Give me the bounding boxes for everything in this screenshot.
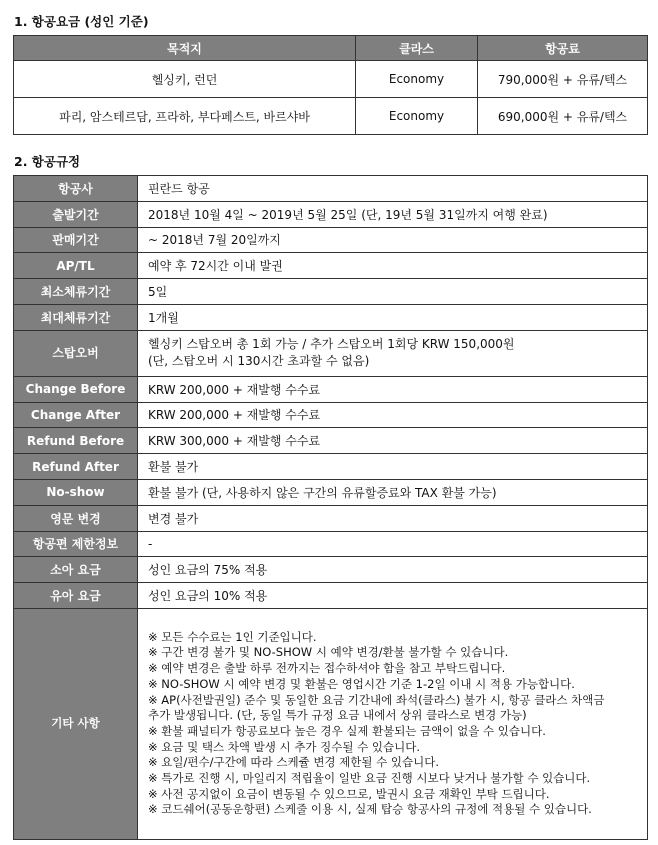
rule-label: 유아 요금 xyxy=(14,583,138,609)
rule-row xyxy=(14,253,648,279)
rule-label: 판매기간 xyxy=(14,227,138,253)
rule-value: 변경 불가 xyxy=(138,505,648,531)
fare-row xyxy=(14,61,648,98)
fare-row xyxy=(14,98,648,135)
fare-destination: 헬싱키, 런던 xyxy=(14,61,356,98)
rule-value: 성인 요금의 75% 적용 xyxy=(138,557,648,583)
rule-label: 항공사 xyxy=(14,176,138,202)
rule-row xyxy=(14,454,648,480)
fare-class: Economy xyxy=(356,98,478,135)
rule-value: 예약 후 72시간 이내 발권 xyxy=(138,253,648,279)
rule-value xyxy=(138,330,648,376)
header-class: 클라스 xyxy=(356,36,478,61)
rule-row xyxy=(14,201,648,227)
rule-value: 2018년 10월 4일 ~ 2019년 5월 25일 (단, 19년 5월 31일까지 여행 완료) xyxy=(138,201,648,227)
rule-value: KRW 300,000 + 재발행 수수료 xyxy=(138,428,648,454)
rule-label: 항공편 제한정보 xyxy=(14,531,138,557)
rule-row xyxy=(14,304,648,330)
rule-row xyxy=(14,505,648,531)
rule-label: 최대체류기간 xyxy=(14,304,138,330)
note-line: ※ 사전 공지없이 요금이 변동될 수 있으므로, 발권시 요금 재확인 부탁 드립니다. xyxy=(148,786,550,801)
stopover-line-2: (단, 스탑오버 시 130시간 초과할 수 없음) xyxy=(148,354,370,369)
rules-section-title: 2. 항공규정 xyxy=(14,154,81,169)
rule-label: 출발기간 xyxy=(14,201,138,227)
rule-value: 1개월 xyxy=(138,304,648,330)
note-line: ※ 특가로 진행 시, 마일리지 적립율이 일반 요금 진행 시보다 낮거나 불가할 수 있습니다. xyxy=(148,771,591,786)
note-line: ※ 환불 패널티가 항공료보다 높은 경우 실제 환불되는 금액이 없을 수 있습니다. xyxy=(148,723,546,738)
rule-label: Refund Before xyxy=(14,428,138,454)
rule-row xyxy=(14,479,648,505)
rule-value: ~ 2018년 7월 20일까지 xyxy=(138,227,648,253)
fare-section-title: 1. 항공요금 (성인 기준) xyxy=(14,14,149,29)
note-line: ※ 요금 및 택스 차액 발생 시 추가 징수될 수 있습니다. xyxy=(148,739,421,754)
rule-value: KRW 200,000 + 재발행 수수료 xyxy=(138,402,648,428)
note-line: ※ 예약 변경은 출발 하루 전까지는 접수하셔야 함을 참고 부탁드립니다. xyxy=(148,661,506,676)
fare-amount: 790,000원 + 유류/텍스 xyxy=(478,61,648,98)
rule-value: 5일 xyxy=(138,279,648,305)
note-line: ※ NO-SHOW 시 예약 변경 및 환불은 영업시간 기준 1-2일 이내 시 적용 가능합니다. xyxy=(148,676,575,691)
stopover-line-1: 헬싱키 스탑오버 총 1회 가능 / 추가 스탑오버 1회당 KRW 150,000원 xyxy=(148,337,515,352)
rule-value: 환불 불가 xyxy=(138,454,648,480)
rule-value: - xyxy=(138,531,648,557)
note-line: ※ 코드쉐어(공동운항편) 스케줄 이용 시, 실제 탑승 항공사의 규정에 적용될 수 있습니다. xyxy=(148,802,592,817)
rule-label: 스탑오버 xyxy=(14,330,138,376)
rule-row xyxy=(14,402,648,428)
rule-row xyxy=(14,376,648,402)
note-line: 추가 발생됩니다. (단, 동일 특가 규정 요금 내에서 상위 클라스로 변경 가능) xyxy=(148,708,527,723)
header-destination: 목적지 xyxy=(14,36,356,61)
rule-label: 기타 사항 xyxy=(14,608,138,839)
rule-label: 영문 변경 xyxy=(14,505,138,531)
rule-row xyxy=(14,557,648,583)
rule-row xyxy=(14,428,648,454)
rules-table xyxy=(13,175,648,840)
notes-list xyxy=(138,608,648,839)
rule-row xyxy=(14,330,648,376)
rule-row-notes xyxy=(14,608,648,839)
rule-label: 최소체류기간 xyxy=(14,279,138,305)
rule-row xyxy=(14,583,648,609)
note-line: ※ 요일/편수/구간에 따라 스케쥴 변경 제한될 수 있습니다. xyxy=(148,755,440,770)
note-line: ※ 모든 수수료는 1인 기준입니다. xyxy=(148,629,317,644)
rule-row xyxy=(14,279,648,305)
rule-row xyxy=(14,531,648,557)
rule-value: 환불 불가 (단, 사용하지 않은 구간의 유류할증료와 TAX 환불 가능) xyxy=(138,479,648,505)
note-line: ※ 구간 변경 불가 및 NO-SHOW 시 예약 변경/환불 불가할 수 있습니다. xyxy=(148,645,509,660)
rule-label: AP/TL xyxy=(14,253,138,279)
note-line: ※ AP(사전발권일) 준수 및 동일한 요금 기간내에 좌석(클라스) 불가 시, 항공 클라스 차액금 xyxy=(148,692,605,707)
rule-value: 성인 요금의 10% 적용 xyxy=(138,583,648,609)
rule-row xyxy=(14,227,648,253)
header-fare: 항공료 xyxy=(478,36,648,61)
fare-amount: 690,000원 + 유류/텍스 xyxy=(478,98,648,135)
fare-table xyxy=(13,35,648,135)
rule-row xyxy=(14,176,648,202)
fare-destination: 파리, 암스테르담, 프라하, 부다페스트, 바르샤바 xyxy=(14,98,356,135)
rule-value: 핀란드 항공 xyxy=(138,176,648,202)
rule-value: KRW 200,000 + 재발행 수수료 xyxy=(138,376,648,402)
rule-label: Change After xyxy=(14,402,138,428)
fare-header-row xyxy=(14,36,648,61)
rule-label: Refund After xyxy=(14,454,138,480)
rule-label: No-show xyxy=(14,479,138,505)
rule-label: Change Before xyxy=(14,376,138,402)
rule-label: 소아 요금 xyxy=(14,557,138,583)
fare-class: Economy xyxy=(356,61,478,98)
